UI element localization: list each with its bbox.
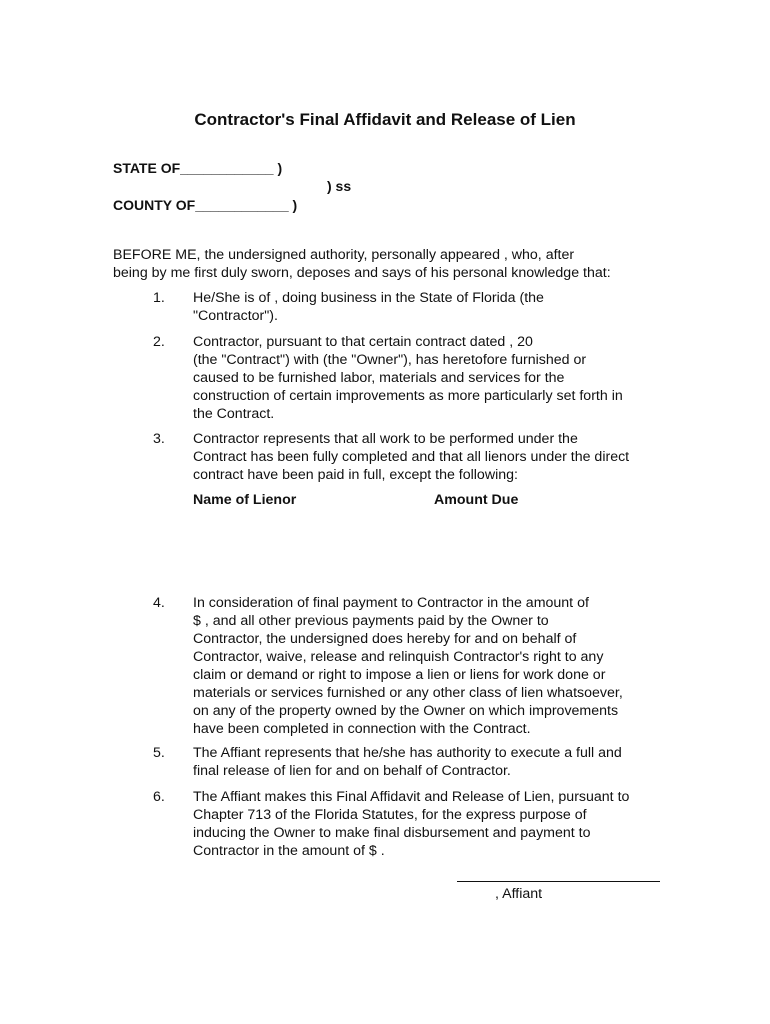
item-line: "Contractor"). (193, 308, 278, 324)
item-line: Contract has been fully completed and that all lienors under the direct (193, 449, 630, 465)
item-line: (the "Contract") with (the "Owner"), has heretofore furnished or (193, 352, 587, 368)
county-line: COUNTY OF____________ ) (113, 197, 298, 213)
item-number: 5. (153, 745, 165, 761)
item-line: The Affiant makes this Final Affidavit and Release of Lien, pursuant to (193, 789, 630, 805)
item-3-text (193, 430, 629, 484)
document-title: Contractor's Final Affidavit and Release of Lien (194, 110, 576, 129)
item-number: 1. (153, 290, 165, 306)
item-line: materials or services furnished or any other class of lien whatsoever, (193, 685, 623, 701)
state-line: STATE OF____________ ) (113, 160, 283, 176)
item-line: caused to be furnished labor, materials and services for the (193, 370, 565, 386)
item-line: Chapter 713 of the Florida Statutes, for the express purpose of (193, 807, 587, 823)
item-6-text (193, 788, 629, 860)
amount-due-header: Amount Due (434, 492, 519, 508)
item-5-text (193, 744, 622, 780)
item-4-text (193, 594, 623, 738)
item-line: $ , and all other previous payments paid by the Owner to (193, 613, 549, 629)
intro-line: being by me first duly sworn, deposes and says of his personal knowledge that: (113, 265, 611, 281)
item-1-text (193, 289, 544, 325)
item-line: construction of certain improvements as more particularly set forth in (193, 388, 623, 404)
ss-marker: ) ss (327, 178, 352, 194)
item-line: claim or demand or right to impose a lien or liens for work done or (193, 667, 606, 683)
item-line: on any of the property owned by the Owner on which improvements (193, 703, 619, 719)
item-line: have been completed in connection with the Contract. (193, 721, 531, 737)
item-line: Contractor, pursuant to that certain contract dated , 20 (193, 334, 533, 350)
signature-line (457, 881, 660, 882)
item-number: 2. (153, 334, 165, 350)
lienor-name-header: Name of Lienor (193, 492, 297, 508)
item-line: the Contract. (193, 406, 275, 422)
item-number: 3. (153, 431, 165, 447)
item-line: Contractor in the amount of $ . (193, 843, 385, 859)
item-line: contract have been paid in full, except the following: (193, 467, 518, 483)
affiant-label: , Affiant (495, 886, 543, 902)
item-line: He/She is of , doing business in the State of Florida (the (193, 290, 544, 306)
item-line: The Affiant represents that he/she has authority to execute a full and (193, 745, 622, 761)
intro-paragraph (113, 246, 611, 282)
item-line: In consideration of final payment to Contractor in the amount of (193, 595, 589, 611)
intro-line: BEFORE ME, the undersigned authority, personally appeared , who, after (113, 247, 575, 263)
item-line: inducing the Owner to make final disbursement and payment to (193, 825, 591, 841)
item-2-text (193, 333, 623, 423)
item-line: Contractor, the undersigned does hereby for and on behalf of (193, 631, 577, 647)
item-line: Contractor represents that all work to be performed under the (193, 431, 578, 447)
item-number: 6. (153, 789, 165, 805)
item-line: final release of lien for and on behalf of Contractor. (193, 763, 511, 779)
item-line: Contractor, waive, release and relinquish Contractor's right to any (193, 649, 604, 665)
item-number: 4. (153, 595, 165, 611)
